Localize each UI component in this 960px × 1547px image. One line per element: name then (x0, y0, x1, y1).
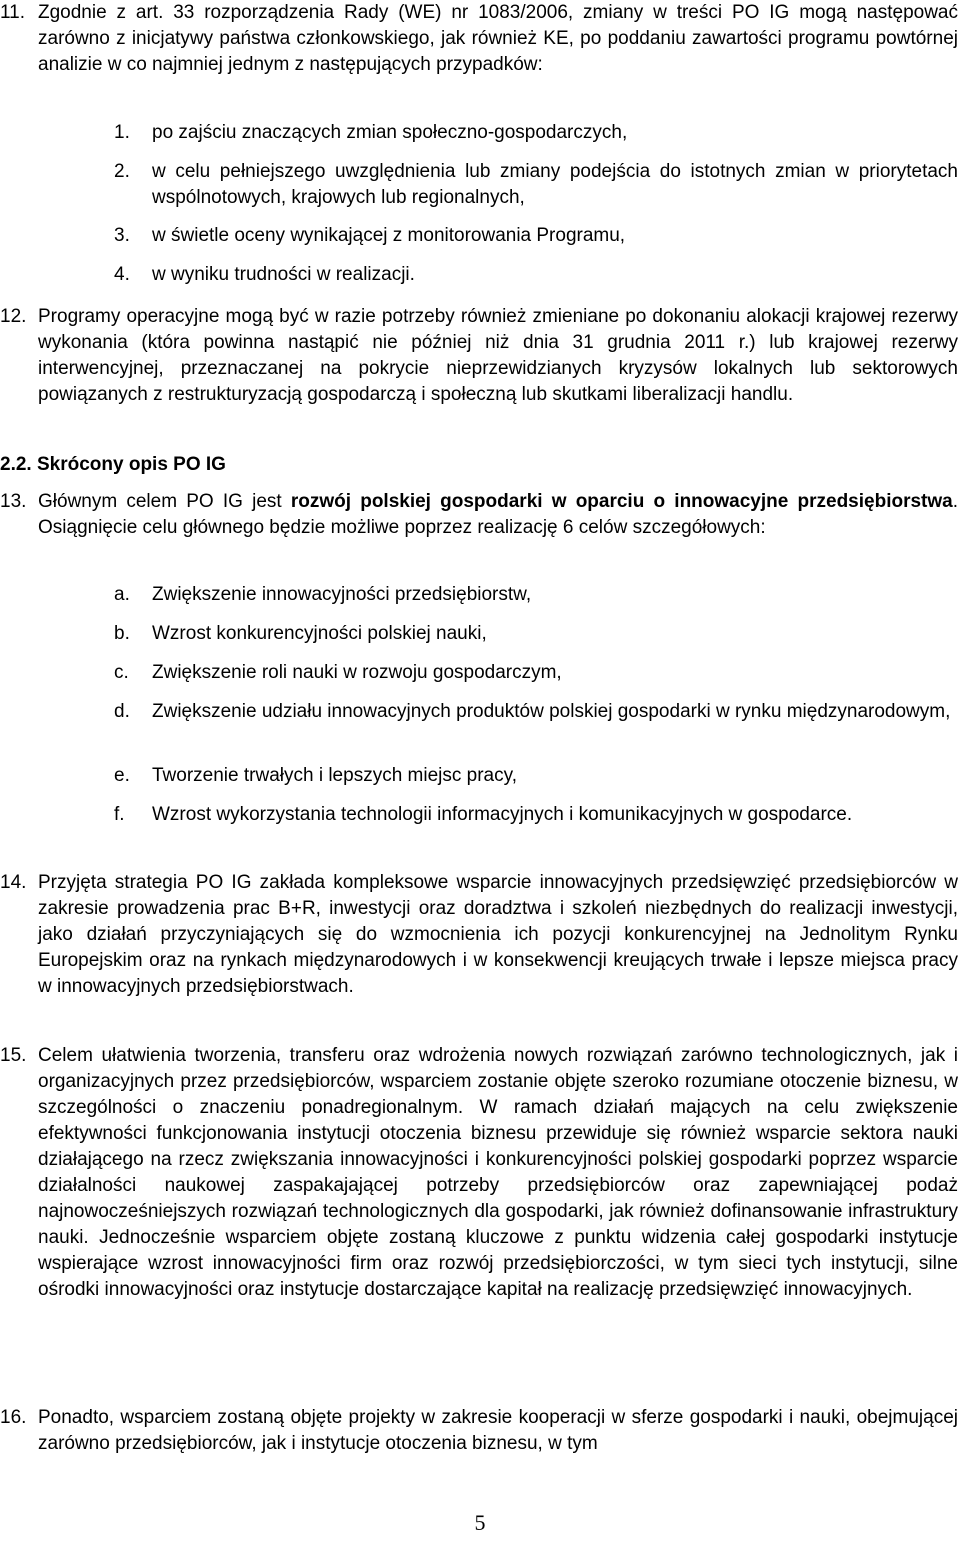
goal-item-letter: a. (114, 584, 130, 605)
goal-item-text: Zwiększenie innowacyjności przedsiębiorstw, (152, 584, 532, 605)
list-item (114, 120, 958, 146)
goal-item-text: Tworzenie trwałych i lepszych miejsc pracy, (152, 765, 517, 786)
paragraph-16 (0, 1405, 958, 1457)
paragraph-11 (0, 0, 958, 78)
goal-item-letter: c. (114, 662, 129, 683)
paragraph-15 (0, 1043, 958, 1303)
paragraph-number: 12. (0, 306, 27, 327)
paragraph-text-tail: . Osiągnięcie celu głównego będzie możliwe poprzez realizację 6 celów szczegółowych: (38, 491, 958, 538)
goal-item-letter: d. (114, 701, 130, 722)
paragraph-text-lead: Głównym celem PO IG jest (38, 491, 291, 512)
paragraph-number: 13. (0, 491, 27, 512)
goal-item-letter: f. (114, 804, 125, 825)
paragraph-text: Celem ułatwienia tworzenia, transferu oraz wdrożenia nowych rozwiązań zarówno technologicznych, jak i organizacyjnych przez przedsiębiorców, wsparciem zostanie objęte szeroko rozumiane otoczenie biznesu, w szczególności o znaczeniu ponadregionalnym. W ramach działań mających na celu zwiększenie efektywności funkcjonowania instytucji otoczenia biznesu przewiduje się również wsparcie sektora nauki działającego na rzecz zwiększania innowacyjności i konkurencyjności polskiej gospodarki poprzez wsparcie działalności naukowej zaspakajającej potrzeby przedsiębiorców oraz zapewniającej podaż najnowocześniejszych rozwiązań technologicznych dla gospodarki, jak również dofinansowanie infrastruktury nauki. Jednocześnie wsparciem objęte zostaną kluczowe z punktu widzenia całej gospodarki instytucje wspierające wzrost innowacyjności firm oraz rozwój przedsiębiorczości, w tym sieci tych instytucji, silne ośrodki innowacyjności oraz instytucje dostarczające kapitał na realizację przedsięwzięć innowacyjnych. (38, 1045, 958, 1300)
goal-item-text: Wzrost konkurencyjności polskiej nauki, (152, 623, 487, 644)
list-item (114, 262, 958, 288)
goal-item (114, 582, 958, 608)
goal-item-letter: e. (114, 765, 130, 786)
goal-item-letter: b. (114, 623, 130, 644)
main-goal-emphasis: rozwój polskiej gospodarki w oparciu o innowacyjne przedsiębiorstwa (290, 491, 953, 512)
goal-item-text: Zwiększenie roli nauki w rozwoju gospodarczym, (152, 662, 562, 683)
goal-item-text: Zwiększenie udziału innowacyjnych produktów polskiej gospodarki w rynku międzynarodowym, (152, 701, 951, 722)
list-item-number: 2. (114, 161, 130, 182)
paragraph-text (38, 489, 958, 541)
list-item-number: 3. (114, 225, 130, 246)
paragraph-number: 15. (0, 1045, 27, 1066)
paragraph-12 (0, 304, 958, 408)
paragraph-number: 16. (0, 1407, 27, 1428)
goal-item (114, 621, 958, 647)
goal-item (114, 802, 958, 828)
page-number: 5 (474, 1510, 486, 1535)
list-item (114, 159, 958, 211)
paragraph-number: 11. (0, 2, 26, 23)
paragraph-text: Przyjęta strategia PO IG zakłada kompleksowe wsparcie innowacyjnych przedsięwzięć przedsiębiorców w zakresie prowadzenia prac B+R, inwestycji oraz doradztwa i szkoleń niezbędnych do realizacji inwestycji, jako działań przyczyniających się do wzmocnienia ich pozycji konkurencyjnej na Jednolitym Rynku Europejskim oraz na rynkach międzynarodowych i w konsekwencji kreujących trwałe i lepsze miejsca pracy w innowacyjnych przedsiębiorstwach. (38, 872, 958, 997)
paragraph-13 (0, 489, 958, 541)
goal-item (114, 699, 958, 725)
goal-item (114, 660, 958, 686)
goal-item (114, 763, 958, 789)
goal-item-text: Wzrost wykorzystania technologii informacyjnych i komunikacyjnych w gospodarce. (152, 804, 853, 825)
list-item-number: 4. (114, 264, 130, 285)
paragraph-number: 14. (0, 872, 27, 893)
list-item-text: w celu pełniejszego uwzględnienia lub zmiany podejścia do istotnych zmian w priorytetach wspólnotowych, krajowych lub regionalnych, (152, 161, 958, 208)
paragraph-text: Programy operacyjne mogą być w razie potrzeby również zmieniane po dokonaniu alokacji krajowej rezerwy wykonania (która powinna nastąpić nie później niż dnia 31 grudnia 2011 r.) lub krajowej rezerwy interwencyjnej, przeznaczanej na pokrycie nieprzewidzianych kryzysów lokalnych lub sektorowych powiązanych z restrukturyzacją gospodarczą i społeczną lub skutkami liberalizacji handlu. (38, 306, 958, 405)
list-item-text: po zajściu znaczących zmian społeczno-gospodarczych, (152, 122, 628, 143)
list-item-number: 1. (114, 122, 130, 143)
paragraph-text: Zgodnie z art. 33 rozporządzenia Rady (WE) nr 1083/2006, zmiany w treści PO IG mogą następować zarówno z inicjatywy państwa członkowskiego, jak również KE, po poddaniu zawartości programu powtórnej analizie w co najmniej jednym z następujących przypadków: (38, 2, 958, 75)
list-item-text: w wyniku trudności w realizacji. (152, 264, 415, 285)
section-heading: 2.2. Skrócony opis PO IG (0, 454, 226, 475)
paragraph-14 (0, 870, 958, 1000)
list-item-text: w świetle oceny wynikającej z monitorowania Programu, (152, 225, 626, 246)
list-item (114, 223, 958, 249)
paragraph-text: Ponadto, wsparciem zostaną objęte projekty w zakresie kooperacji w sferze gospodarki i nauki, obejmującej zarówno przedsiębiorców, jak i instytucje otoczenia biznesu, w tym (38, 1407, 958, 1454)
